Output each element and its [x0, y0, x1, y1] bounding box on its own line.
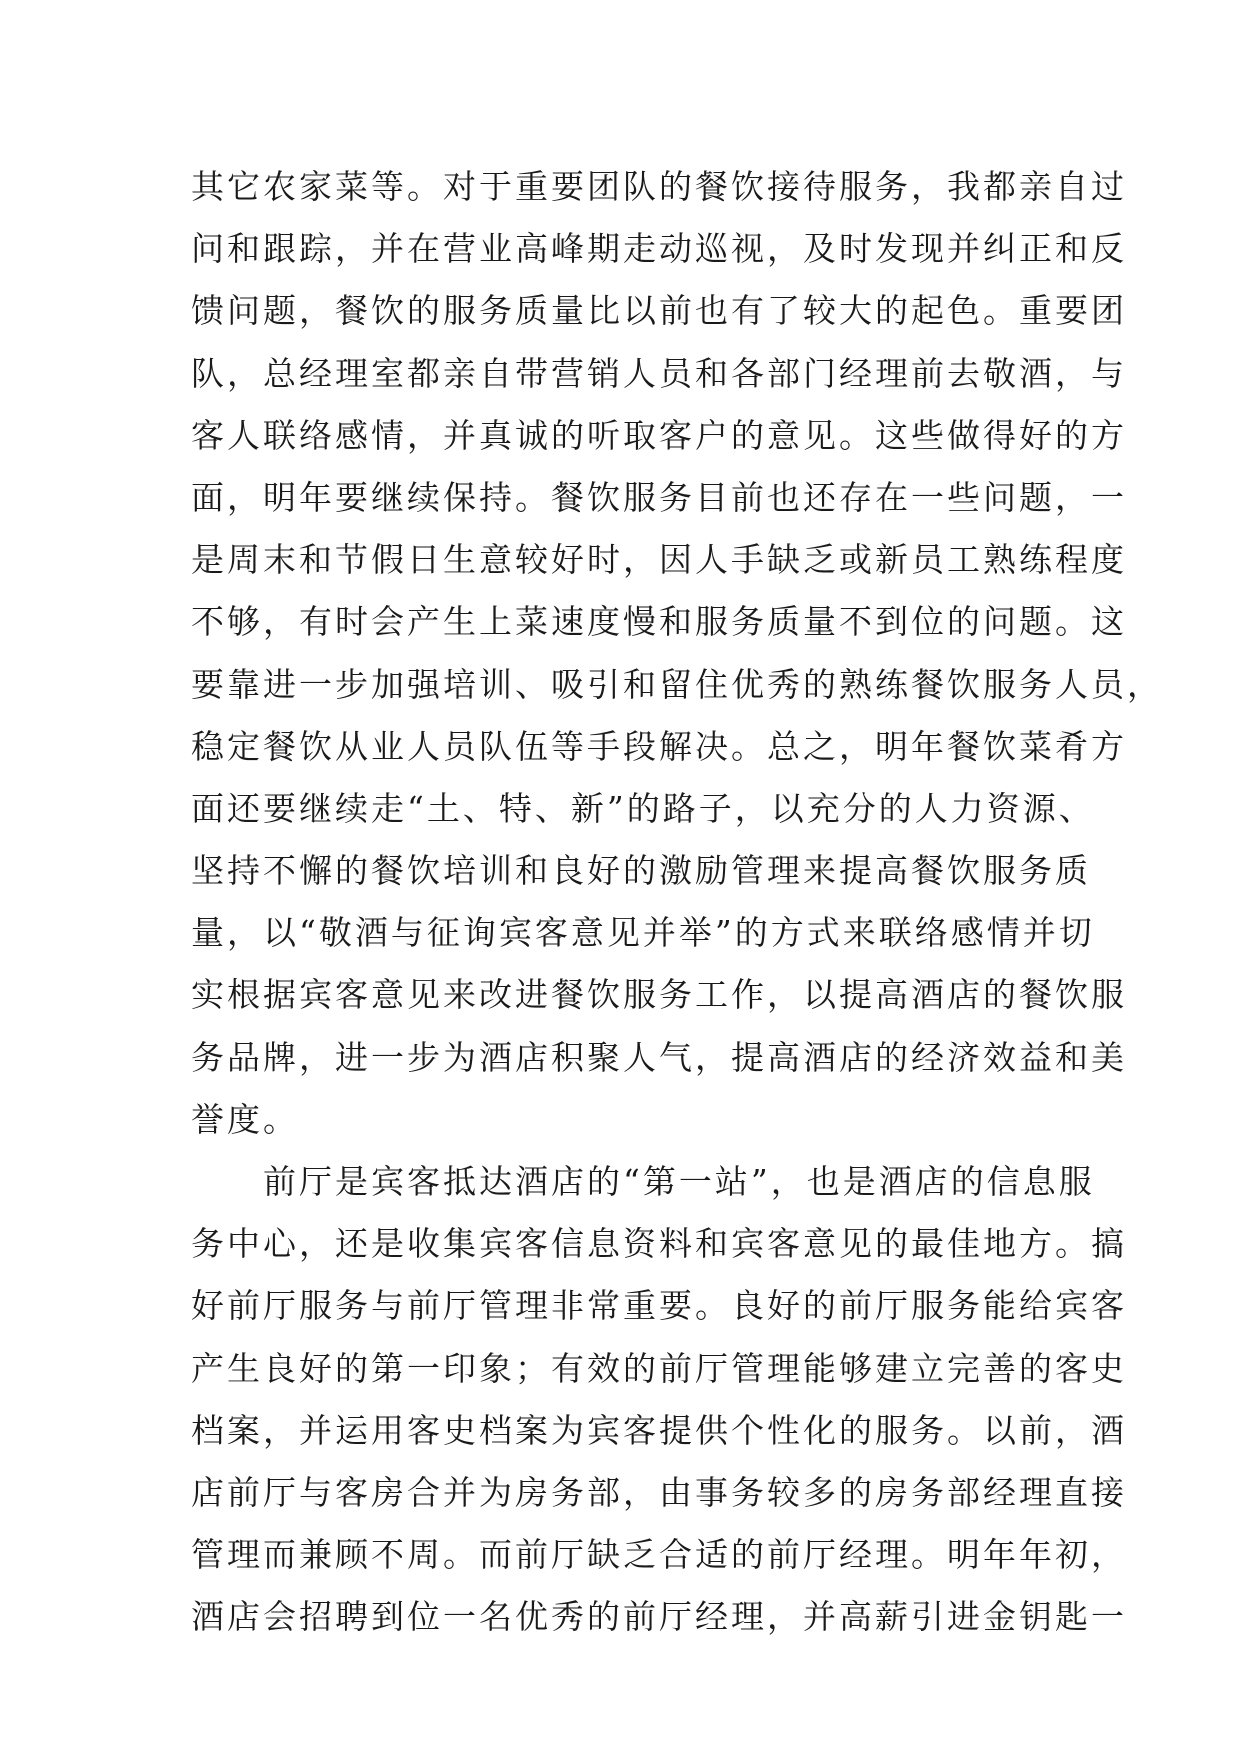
text-line: 酒店会招聘到位一名优秀的前厅经理，并高薪引进金钥匙一: [191, 1597, 1127, 1637]
text-line: 务品牌，进一步为酒店积聚人气，提高酒店的经济效益和美: [191, 1037, 1127, 1077]
text-line: 稳定餐饮从业人员队伍等手段解决。总之，明年餐饮菜肴方: [191, 726, 1127, 766]
text-line: 实根据宾客意见来改进餐饮服务工作，以提高酒店的餐饮服: [191, 975, 1127, 1015]
text-line: 客人联络感情，并真诚的听取客户的意见。这些做得好的方: [191, 415, 1127, 455]
document-body: [191, 156, 1163, 1649]
paragraph-catering: [191, 156, 1163, 1151]
text-line: 坚持不懈的餐饮培训和良好的激励管理来提高餐饮服务质: [191, 851, 1091, 891]
text-line: 量，以“敬酒与征询宾客意见并举”的方式来联络感情并切: [191, 913, 1095, 953]
text-line: 务中心，还是收集宾客信息资料和宾客意见的最佳地方。搞: [191, 1224, 1127, 1264]
text-line: 要靠进一步加强培训、吸引和留住优秀的熟练餐饮服务人员，: [191, 664, 1163, 704]
text-line: 好前厅服务与前厅管理非常重要。良好的前厅服务能给宾客: [191, 1286, 1127, 1326]
text-line: 产生良好的第一印象；有效的前厅管理能够建立完善的客史: [191, 1348, 1127, 1388]
text-line: 档案，并运用客史档案为宾客提供个性化的服务。以前，酒: [191, 1410, 1127, 1450]
text-line: 队，总经理室都亲自带营销人员和各部门经理前去敬酒，与: [191, 353, 1127, 393]
paragraph-front-desk: [191, 1151, 1127, 1649]
text-line: 店前厅与客房合并为房务部，由事务较多的房务部经理直接: [191, 1472, 1127, 1512]
text-line: 不够，有时会产生上菜速度慢和服务质量不到位的问题。这: [191, 602, 1127, 642]
text-line: 誉度。: [191, 1099, 299, 1139]
text-line: 面还要继续走“土、特、新”的路子，以充分的人力资源、: [191, 788, 1095, 828]
text-line: 是周末和节假日生意较好时，因人手缺乏或新员工熟练程度: [191, 540, 1127, 580]
text-line: 问和跟踪，并在营业高峰期走动巡视，及时发现并纠正和反: [191, 229, 1127, 269]
text-line: 管理而兼顾不周。而前厅缺乏合适的前厅经理。明年年初，: [191, 1535, 1127, 1575]
text-line: 其它农家菜等。对于重要团队的餐饮接待服务，我都亲自过: [191, 167, 1127, 206]
text-line: 面，明年要继续保持。餐饮服务目前也还存在一些问题，一: [191, 477, 1127, 517]
text-line: 馈问题，餐饮的服务质量比以前也有了较大的起色。重要团: [191, 291, 1127, 331]
text-line: 前厅是宾客抵达酒店的“第一站”，也是酒店的信息服: [191, 1162, 1095, 1201]
